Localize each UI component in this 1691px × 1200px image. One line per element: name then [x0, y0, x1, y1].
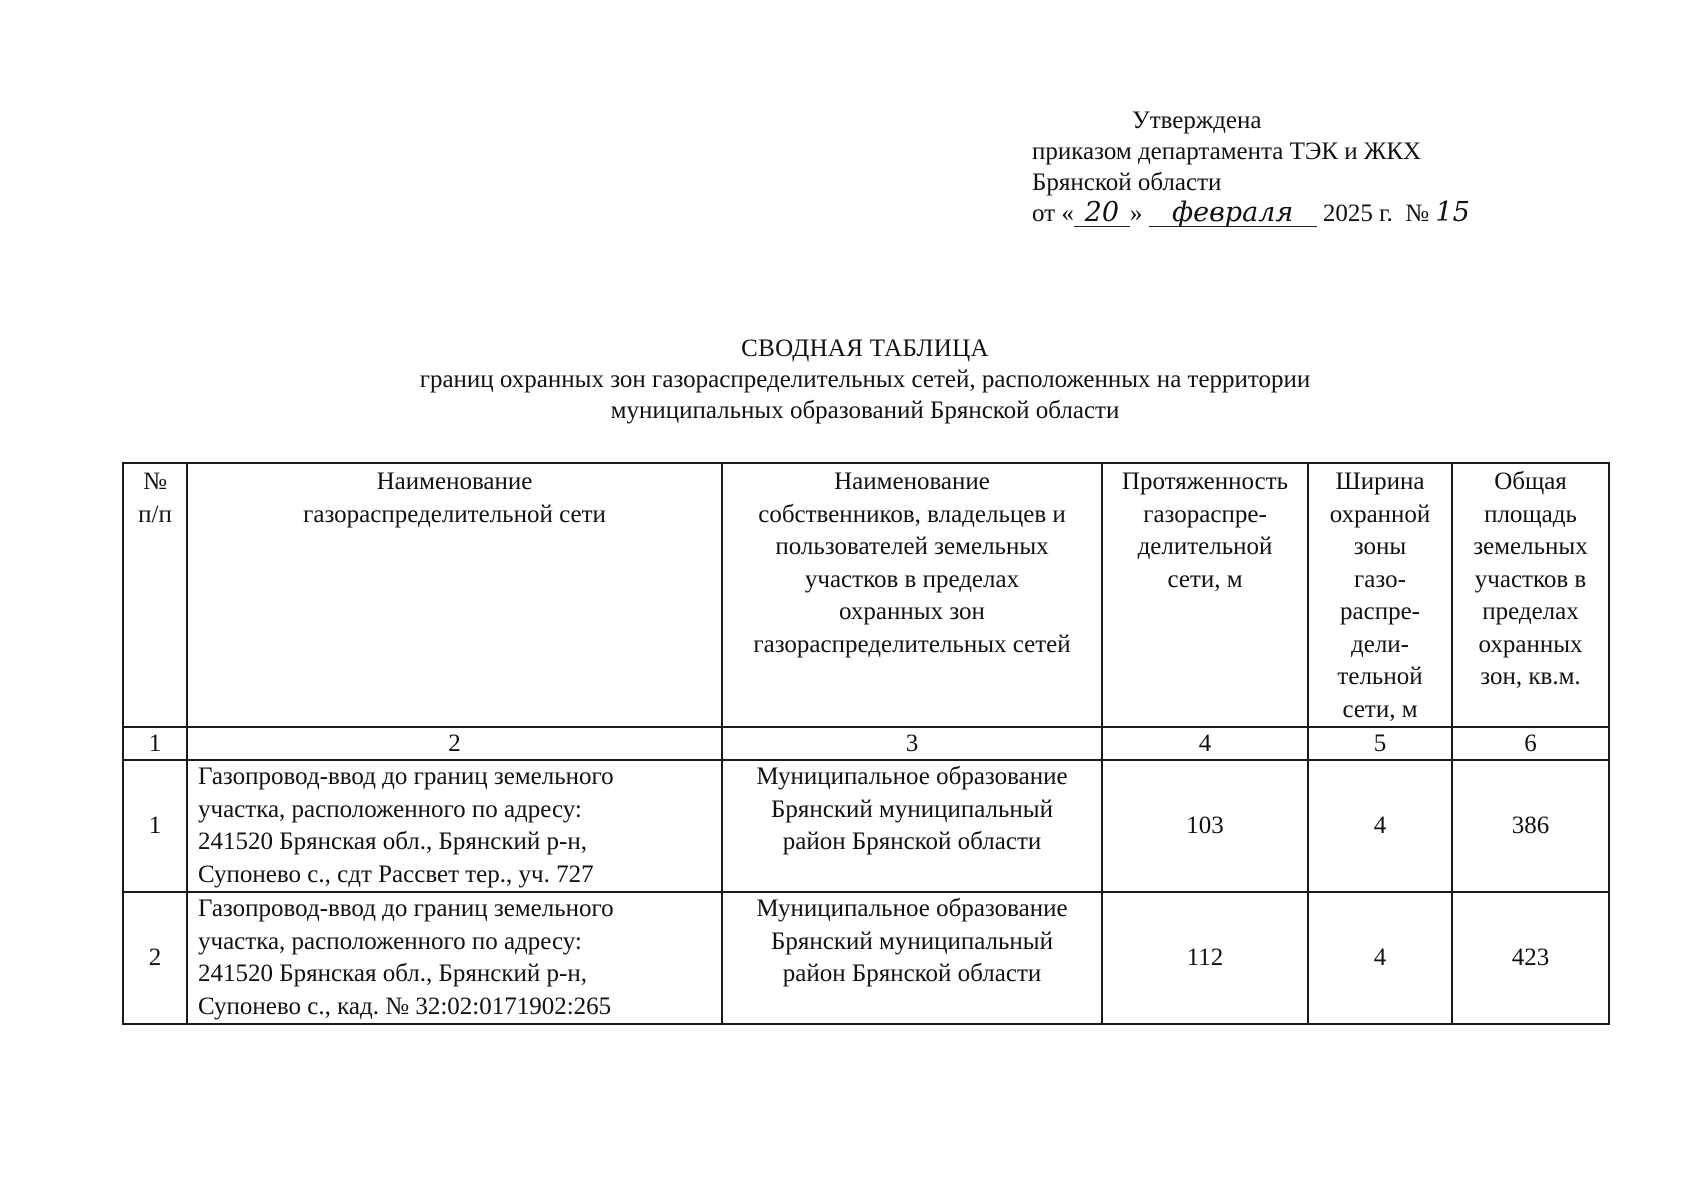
table-header-row	[123, 463, 1609, 727]
row-network-name: Газопровод-ввод до границ земельного участка, расположенного по адресу: 241520 Брянская обл., Брянский р-н, Супонево с., сдт Рассвет тер., уч. 727	[187, 760, 722, 892]
row-zone-width: 4	[1308, 760, 1452, 892]
order-number-handwritten: 15	[1435, 197, 1470, 228]
header-total-area: Общая площадь земельных участков в пределах охранных зон, кв.м.	[1452, 463, 1609, 727]
column-number: 5	[1308, 727, 1452, 760]
row-network-name: Газопровод-ввод до границ земельного участка, расположенного по адресу: 241520 Брянская обл., Брянский р-н, Супонево с., кад. № 32:02:0171902:265	[187, 892, 722, 1024]
number-sign: №	[1405, 200, 1430, 227]
approval-block	[1032, 105, 1552, 232]
approval-region: Брянской области	[1032, 169, 1222, 196]
table-row	[123, 892, 1609, 1024]
row-area: 423	[1452, 892, 1609, 1024]
row-area: 386	[1452, 760, 1609, 892]
date-month-handwritten: февраля	[1149, 200, 1317, 227]
column-number: 1	[123, 727, 187, 760]
row-owner: Муниципальное образование Брянский муниципальный район Брянской области	[722, 760, 1102, 892]
approval-title: Утверждена	[1132, 107, 1262, 134]
column-number: 2	[187, 727, 722, 760]
column-number: 4	[1102, 727, 1308, 760]
column-number-row	[123, 727, 1609, 760]
header-network-name: Наименование газораспределительной сети	[187, 463, 722, 727]
summary-table	[122, 462, 1610, 1025]
row-length: 112	[1102, 892, 1308, 1024]
header-length: Протяженность газораспре- делительной сети, м	[1102, 463, 1308, 727]
row-owner: Муниципальное образование Брянский муниципальный район Брянской области	[722, 892, 1102, 1024]
header-zone-width: Ширина охранной зоны газо- распре- дели- тельной сети, м	[1308, 463, 1452, 727]
document-title-block	[122, 333, 1608, 426]
approval-order: приказом департамента ТЭК и ЖКХ	[1032, 138, 1422, 165]
document-subtitle-line-1: границ охранных зон газораспределительных сетей, расположенных на территории	[419, 366, 1311, 393]
column-number: 6	[1452, 727, 1609, 760]
header-number: № п/п	[123, 463, 187, 727]
row-length: 103	[1102, 760, 1308, 892]
column-number: 3	[722, 727, 1102, 760]
header-owners: Наименование собственников, владельцев и пользователей земельных участков в пределах охранных зон газораспределительных сетей	[722, 463, 1102, 727]
table-row	[123, 760, 1609, 892]
row-number: 2	[123, 892, 187, 1024]
approval-date-line	[1032, 198, 1552, 232]
date-day-handwritten: 20	[1074, 200, 1130, 227]
date-prefix: от «	[1032, 200, 1074, 227]
document-title: СВОДНАЯ ТАБЛИЦА	[741, 335, 989, 362]
date-mid: »	[1129, 200, 1143, 227]
document-subtitle-line-2: муниципальных образований Брянской области	[610, 397, 1120, 424]
date-year: 2025 г.	[1322, 200, 1393, 227]
row-zone-width: 4	[1308, 892, 1452, 1024]
row-number: 1	[123, 760, 187, 892]
